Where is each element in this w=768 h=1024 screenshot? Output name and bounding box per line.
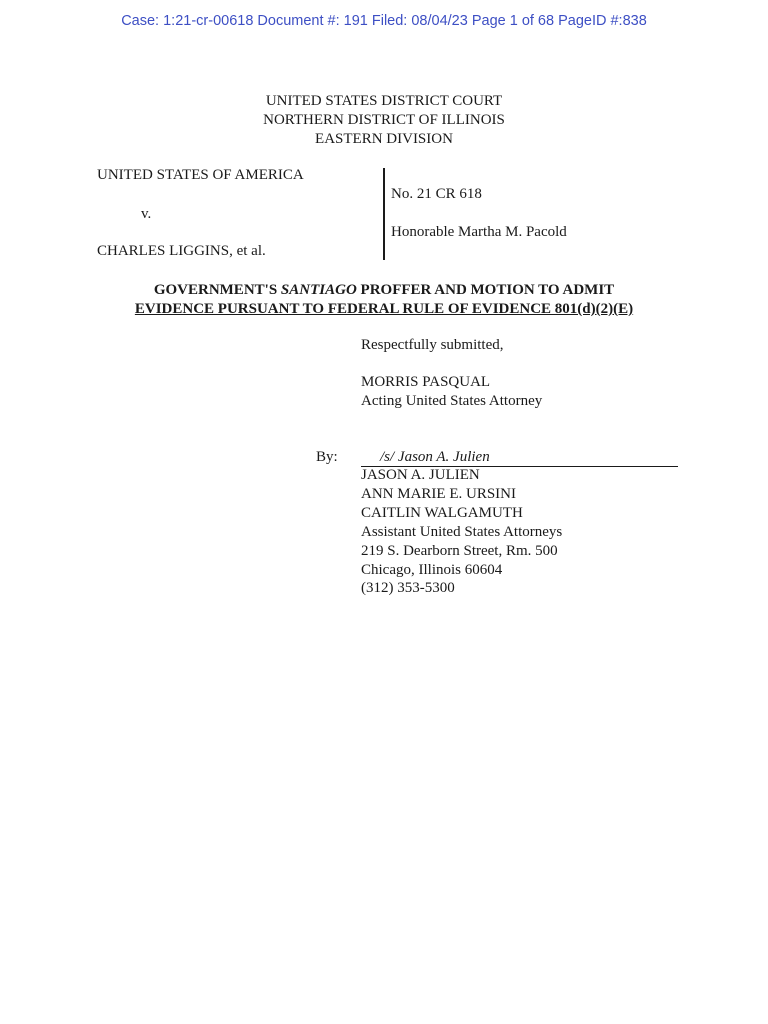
signature-line xyxy=(361,449,678,467)
caption-versus: v. xyxy=(141,206,152,222)
santiago-italic: SANTIAGO xyxy=(280,282,357,298)
closing-text: Respectfully submitted, xyxy=(361,337,504,353)
court-name: UNITED STATES DISTRICT COURT xyxy=(265,93,503,109)
assistant-attorneys-title: Assistant United States Attorneys xyxy=(361,524,563,540)
case-number: No. 21 CR 618 xyxy=(391,186,482,202)
attorney-name: CAITLIN WALGAMUTH xyxy=(361,505,523,521)
document-title-line1: GOVERNMENT'S SANTIAGO PROFFER AND MOTION TO ADMIT xyxy=(153,282,615,298)
phone-number: (312) 353-5300 xyxy=(361,580,455,596)
electronic-signature: /s/ Jason A. Julien xyxy=(380,449,490,465)
address-city: Chicago, Illinois 60604 xyxy=(361,562,503,578)
filing-header-stamp: Case: 1:21-cr-00618 Document #: 191 Filed: 08/04/23 Page 1 of 68 PageID #:838 xyxy=(121,13,647,29)
attorney-name: JASON A. JULIEN xyxy=(361,467,480,483)
by-label: By: xyxy=(316,449,338,465)
presiding-judge: Honorable Martha M. Pacold xyxy=(391,224,567,240)
document-title xyxy=(0,281,768,319)
us-attorney-title: Acting United States Attorney xyxy=(361,393,543,409)
us-attorney-name: MORRIS PASQUAL xyxy=(361,374,491,390)
document-title-line2: EVIDENCE PURSUANT TO FEDERAL RULE OF EVIDENCE 801(d)(2)(E) xyxy=(134,301,634,317)
caption-defendant: CHARLES LIGGINS, et al. xyxy=(97,243,266,259)
court-division: EASTERN DIVISION xyxy=(315,131,453,147)
caption-plaintiff: UNITED STATES OF AMERICA xyxy=(97,167,304,183)
attorney-name: ANN MARIE E. URSINI xyxy=(361,486,516,502)
address-street: 219 S. Dearborn Street, Rm. 500 xyxy=(361,543,558,559)
court-heading xyxy=(0,92,768,149)
caption-divider xyxy=(383,168,385,260)
court-district: NORTHERN DISTRICT OF ILLINOIS xyxy=(263,112,505,128)
